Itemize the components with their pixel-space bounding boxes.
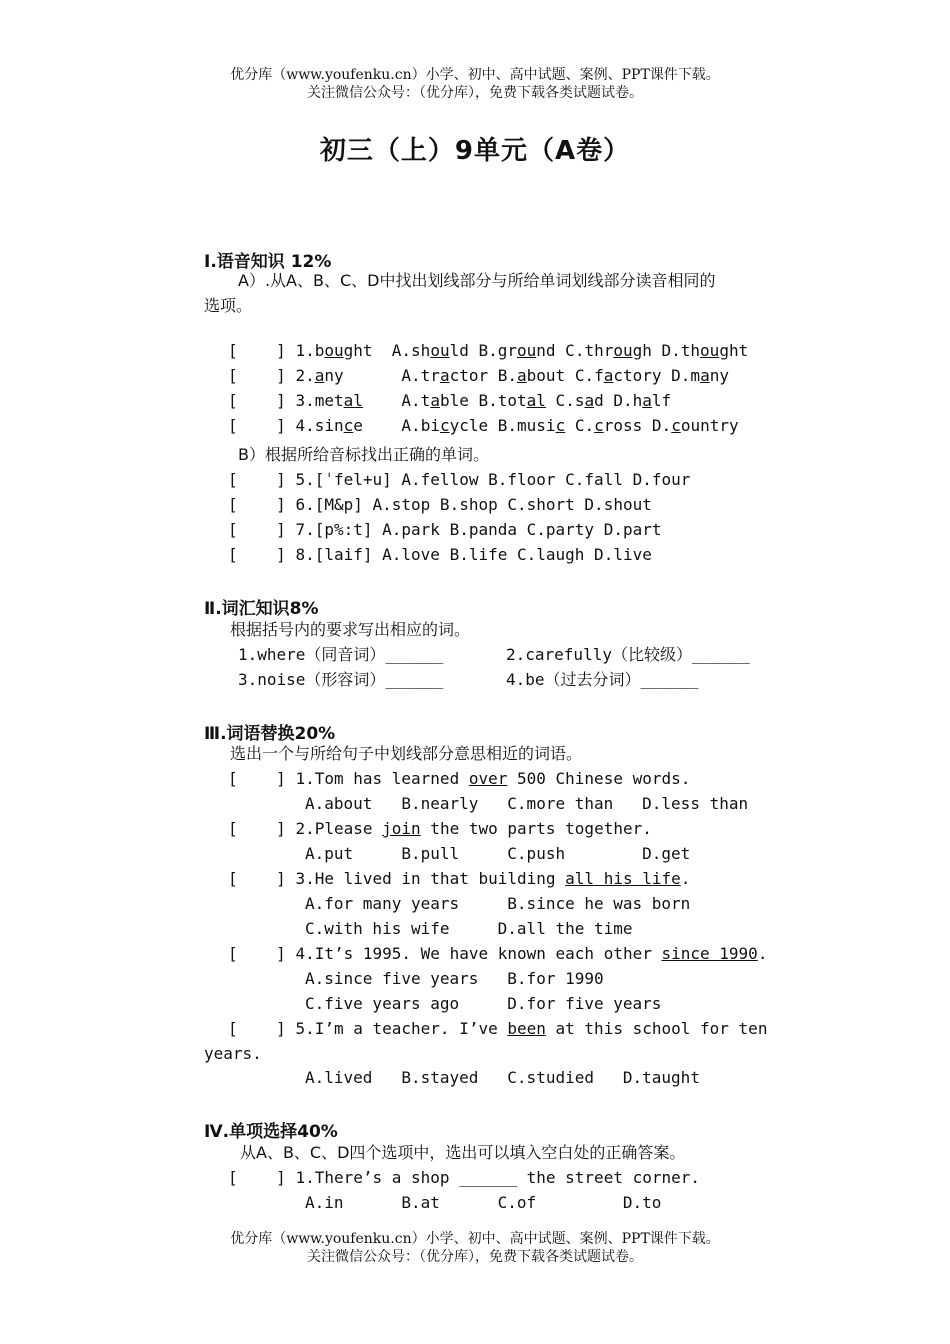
question-row: [ ] 1.Tom has learned over 500 Chinese words.: [228, 769, 691, 788]
question-row: [ ] 5.[ˈfel+u] A.fellow B.floor C.fall D.four: [228, 470, 691, 489]
answer-bracket[interactable]: [ ]: [228, 944, 286, 963]
answer-bracket[interactable]: [ ]: [228, 819, 286, 838]
vocab-item[interactable]: 3.noise（形容词）______: [238, 670, 444, 689]
answer-bracket[interactable]: [ ]: [228, 391, 286, 410]
question-row: [ ] 4.since A.bicycle B.music C.cross D.country: [228, 416, 739, 435]
section-4-instruction: 从A、B、C、D四个选项中，选出可以填入空白处的正确答案。: [240, 1143, 686, 1162]
answer-bracket[interactable]: [ ]: [228, 470, 286, 489]
answer-bracket[interactable]: [ ]: [228, 495, 286, 514]
answer-options[interactable]: A.about B.nearly C.more than D.less than: [305, 794, 749, 813]
question-row: [ ] 6.[M&p] A.stop B.shop C.short D.shout: [228, 495, 652, 514]
answer-bracket[interactable]: [ ]: [228, 520, 286, 539]
question-row: [ ] 2.any A.tractor B.about C.factory D.many: [228, 366, 729, 385]
answer-bracket[interactable]: [ ]: [228, 341, 286, 360]
question-row: [ ] 8.[laif] A.love B.life C.laugh D.live: [228, 545, 652, 564]
page-header-line2: 关注微信公众号：（优分库），免费下载各类试题试卷。: [307, 85, 643, 101]
page-title: 初三（上）9单元（A卷）: [319, 136, 631, 166]
answer-options[interactable]: A.since five years B.for 1990: [305, 969, 604, 988]
question-row: [ ] 3.He lived in that building all his life.: [228, 869, 691, 888]
question-row: [ ] 3.metal A.table B.total C.sad D.half: [228, 391, 672, 410]
section-1-heading: Ⅰ.语音知识 12%: [204, 252, 332, 272]
answer-bracket[interactable]: [ ]: [228, 1019, 286, 1038]
section-3-heading: Ⅲ.词语替换20%: [204, 724, 336, 744]
answer-options[interactable]: A.for many years B.since he was born: [305, 894, 691, 913]
question-text-continued: years.: [204, 1044, 262, 1063]
section-2-instruction: 根据括号内的要求写出相应的词。: [230, 620, 471, 639]
vocab-item[interactable]: 4.be（过去分词）______: [506, 670, 699, 689]
answer-bracket[interactable]: [ ]: [228, 545, 286, 564]
page-footer-line1: 优分库（www.youfenku.cn）小学、初中、高中试题、案例、PPT课件下载。: [230, 1231, 720, 1247]
section-3-instruction: 选出一个与所给句子中划线部分意思相近的词语。: [230, 744, 583, 763]
vocab-item[interactable]: 2.carefully（比较级）______: [506, 645, 750, 664]
section-1-part-a-instruction-cont: 选项。: [204, 296, 253, 315]
answer-bracket[interactable]: [ ]: [228, 869, 286, 888]
answer-options[interactable]: A.put B.pull C.push D.get: [305, 844, 691, 863]
answer-bracket[interactable]: [ ]: [228, 416, 286, 435]
section-1-part-b-heading: B）根据所给音标找出正确的单词。: [238, 445, 489, 464]
question-row: [ ] 5.I’m a teacher. I’ve been at this school for ten: [228, 1019, 768, 1038]
answer-options[interactable]: C.five years ago D.for five years: [305, 994, 662, 1013]
section-1-part-a-instruction: A）.从A、B、C、D中找出划线部分与所给单词划线部分读音相同的: [238, 271, 716, 290]
page-footer-line2: 关注微信公众号：（优分库），免费下载各类试题试卷。: [307, 1249, 643, 1265]
answer-bracket[interactable]: [ ]: [228, 769, 286, 788]
question-row: [ ] 1.bought A.should B.ground C.through D.thought: [228, 341, 749, 360]
question-row: [ ] 1.There’s a shop ______ the street corner.: [228, 1168, 701, 1187]
answer-bracket[interactable]: [ ]: [228, 366, 286, 385]
answer-bracket[interactable]: [ ]: [228, 1168, 286, 1187]
question-row: [ ] 2.Please join the two parts together.: [228, 819, 652, 838]
question-row: [ ] 7.[p%:t] A.park B.panda C.party D.part: [228, 520, 662, 539]
question-row: [ ] 4.It’s 1995. We have known each other since 1990.: [228, 944, 768, 963]
answer-options[interactable]: A.in B.at C.of D.to: [305, 1193, 662, 1212]
answer-options[interactable]: C.with his wife D.all the time: [305, 919, 633, 938]
page-header-line1: 优分库（www.youfenku.cn）小学、初中、高中试题、案例、PPT课件下载。: [230, 67, 720, 83]
section-4-heading: Ⅳ.单项选择40%: [204, 1122, 338, 1142]
vocab-item[interactable]: 1.where（同音词）______: [238, 645, 444, 664]
section-2-heading: Ⅱ.词汇知识8%: [204, 599, 319, 619]
answer-options[interactable]: A.lived B.stayed C.studied D.taught: [305, 1068, 700, 1087]
